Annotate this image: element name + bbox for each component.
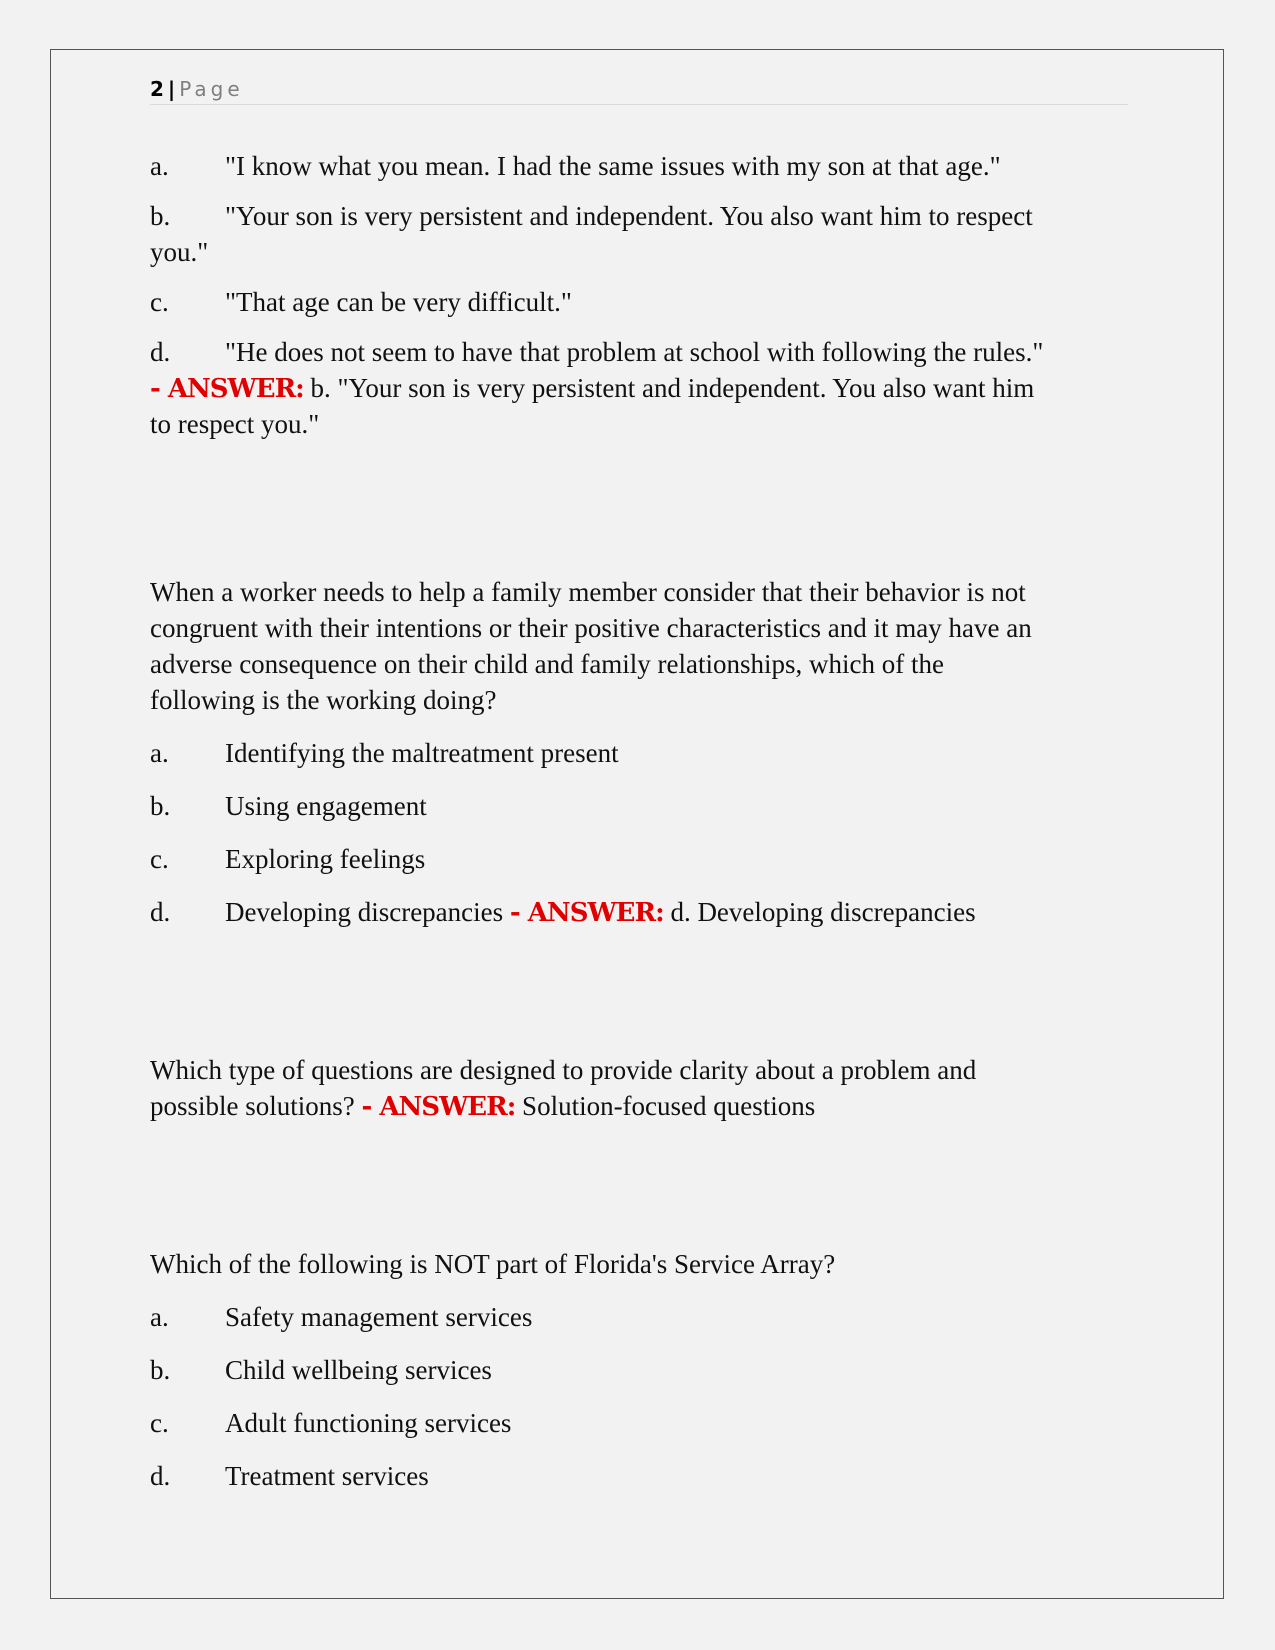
list-item: d. Developing discrepancies - ANSWER: d. Developing discrepancies — [150, 897, 976, 928]
answer-line: - ANSWER: b. "Your son is very persistent and independent. You also want him — [150, 373, 1035, 404]
list-item: a. "I know what you mean. I had the same issues with my son at that age." — [150, 151, 1001, 181]
list-item: a. Identifying the maltreatment present — [150, 738, 619, 768]
question-text: following is the working doing? — [150, 685, 497, 715]
answer-label: - ANSWER: — [150, 374, 304, 404]
answer-line-continuation: to respect you." — [150, 409, 320, 439]
list-item: c. Exploring feelings — [150, 844, 426, 874]
list-item-continuation: you." — [150, 237, 209, 267]
list-item: b. "Your son is very persistent and independent. You also want him to respect — [150, 201, 1033, 231]
page-header — [150, 74, 1128, 105]
page-number: 2 — [150, 77, 164, 101]
question-text: possible solutions? - ANSWER: Solution-focused questions — [150, 1091, 816, 1122]
list-item: c. "That age can be very difficult." — [150, 287, 572, 317]
list-item: c. Adult functioning services — [150, 1408, 512, 1438]
list-item: d. Treatment services — [150, 1461, 429, 1491]
list-item: a. Safety management services — [150, 1302, 533, 1332]
answer-label: - ANSWER: — [509, 898, 664, 928]
question-text: congruent with their intentions or their positive characteristics and it may have an — [150, 613, 1032, 643]
answer-label: - ANSWER: — [361, 1092, 516, 1122]
list-item: b. Child wellbeing services — [150, 1355, 492, 1385]
list-item: d. "He does not seem to have that problem at school with following the rules." — [150, 337, 1044, 367]
header-separator: | — [167, 77, 176, 101]
question-text: adverse consequence on their child and family relationships, which of the — [150, 649, 944, 679]
page-word: Page — [179, 77, 244, 101]
question-text: Which of the following is NOT part of Florida's Service Array? — [150, 1249, 836, 1279]
question-text: Which type of questions are designed to provide clarity about a problem and — [150, 1055, 977, 1085]
list-item: b. Using engagement — [150, 791, 427, 821]
question-text: When a worker needs to help a family member consider that their behavior is not — [150, 577, 1026, 607]
